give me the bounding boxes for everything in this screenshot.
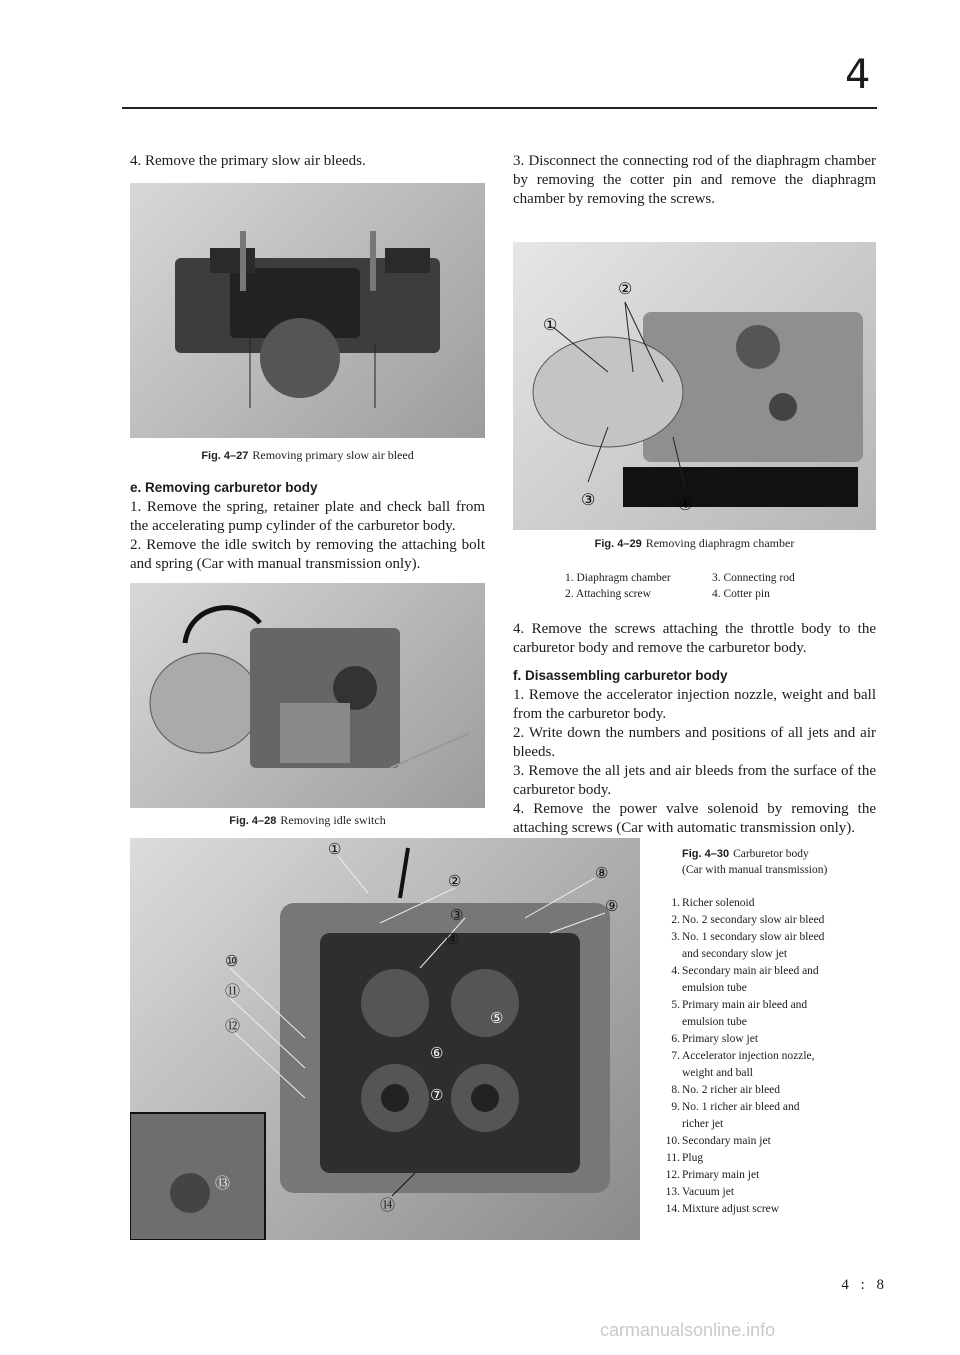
legend-text: weight and ball	[682, 1067, 753, 1079]
callout-1: ①	[543, 317, 558, 334]
callout-7: ⑦	[430, 1087, 444, 1104]
callout-4: ④	[446, 931, 460, 948]
page-number: 4 : 8	[841, 1277, 888, 1293]
legend-item: 3. Connecting rod	[712, 572, 795, 584]
legend-item	[660, 1133, 890, 1150]
callout-11: ⑪	[225, 983, 241, 1000]
legend-item	[660, 1167, 890, 1184]
legend-number: 1.	[671, 897, 680, 909]
legend-item	[660, 912, 890, 929]
legend-item	[660, 1116, 890, 1133]
legend-number: 3.	[671, 931, 680, 943]
legend-item	[660, 1048, 890, 1065]
figure-photo-4-28	[130, 583, 485, 808]
legend-text: emulsion tube	[682, 982, 747, 994]
legend-item	[660, 997, 890, 1014]
figure-photo-4-29	[513, 242, 876, 530]
legend-item: 2. Attaching screw	[565, 588, 651, 600]
figure-label: Fig. 4–29	[594, 538, 642, 550]
legend-text: No. 2 richer air bleed	[682, 1084, 781, 1096]
legend-item	[660, 895, 890, 912]
legend-item	[660, 1184, 890, 1201]
chapter-number: 4	[845, 52, 871, 98]
carburetor-body-illustration	[130, 838, 640, 1240]
figure-caption-4-30	[682, 846, 827, 878]
legend-item	[660, 1082, 890, 1099]
figure-caption-4-28	[130, 813, 485, 828]
legend-item	[660, 980, 890, 997]
legend-number: 11.	[666, 1152, 680, 1164]
legend-item	[660, 1014, 890, 1031]
callout-2: ②	[448, 873, 462, 890]
header-rule	[122, 107, 877, 109]
legend-number: 13.	[665, 1186, 680, 1198]
step-text: 1. Remove the accelerator injection nozzle, weight and ball from the carburetor body.	[513, 687, 876, 722]
step-text: 1. Remove the spring, retainer plate and check ball from the accelerating pump cylinder of the carburetor body.	[130, 499, 485, 534]
callout-6: ⑥	[430, 1045, 444, 1062]
callout-14: ⑭	[380, 1197, 396, 1214]
legend-number: 2.	[671, 914, 680, 926]
figure-caption-text: Removing primary slow air bleed	[252, 448, 414, 462]
figure-photo-4-30	[130, 838, 640, 1240]
callout-9: ⑨	[605, 898, 619, 915]
idle-switch-illustration	[130, 583, 485, 808]
callout-8: ⑧	[595, 865, 609, 882]
callout-5: ⑤	[490, 1010, 504, 1027]
legend-item	[660, 1201, 890, 1218]
step-text: 4. Remove the primary slow air bleeds.	[130, 153, 366, 169]
legend-text: Vacuum jet	[682, 1186, 735, 1198]
step-text: 4. Remove the screws attaching the throttle body to the carburetor body and remove the carburetor body.	[513, 621, 876, 656]
step-text: 4. Remove the power valve solenoid by removing the attaching screws (Car with automatic transmission only).	[513, 801, 876, 836]
legend-number: 14.	[665, 1203, 680, 1215]
step-text: 3. Disconnect the connecting rod of the diaphragm chamber by removing the cotter pin and remove the diaphragm chamber by removing the screws.	[513, 153, 876, 207]
figure-label: Fig. 4–28	[229, 815, 277, 827]
callout-13: ⑬	[215, 1175, 231, 1192]
legend-item	[660, 1065, 890, 1082]
legend-item	[660, 929, 890, 946]
legend-item	[660, 1099, 890, 1116]
figure-caption-4-27	[130, 448, 485, 463]
step-text: 2. Write down the numbers and positions of all jets and air bleeds.	[513, 725, 876, 760]
diaphragm-chamber-illustration	[513, 242, 876, 530]
legend-text: Plug	[682, 1152, 704, 1164]
legend-text: emulsion tube	[682, 1016, 747, 1028]
figure-label: Fig. 4–27	[201, 450, 249, 462]
carburetor-top-illustration	[130, 183, 485, 438]
legend-item	[660, 963, 890, 980]
legend-text: Secondary main jet	[682, 1135, 771, 1147]
figure-label: Fig. 4–30	[682, 848, 730, 860]
figure-caption-subtext: (Car with manual transmission)	[682, 864, 828, 876]
figure-legend-4-30	[660, 895, 890, 1218]
legend-text: Primary main air bleed and	[682, 999, 808, 1011]
legend-item	[660, 1031, 890, 1048]
legend-text: richer jet	[682, 1118, 724, 1130]
legend-number: 12.	[665, 1169, 680, 1181]
figure-caption-4-29	[513, 536, 876, 551]
section-heading-f: f. Disassembling carburetor body	[513, 668, 728, 683]
legend-item	[660, 946, 890, 963]
legend-number: 7.	[671, 1050, 680, 1062]
legend-text: No. 2 secondary slow air bleed	[682, 914, 825, 926]
watermark: carmanualsonline.info	[600, 1320, 776, 1340]
callout-10: ⑩	[225, 953, 239, 970]
section-heading-e: e. Removing carburetor body	[130, 480, 318, 495]
legend-text: Primary main jet	[682, 1169, 760, 1181]
legend-text: Mixture adjust screw	[682, 1203, 780, 1215]
figure-caption-text: Removing idle switch	[280, 813, 386, 827]
step-text: 2. Remove the idle switch by removing the attaching bolt and spring (Car with manual transmission only).	[130, 537, 485, 572]
callout-3: ③	[581, 492, 596, 509]
legend-number: 6.	[671, 1033, 680, 1045]
legend-item: 1. Diaphragm chamber	[565, 572, 671, 584]
figure-caption-text: Carburetor body	[733, 848, 809, 860]
legend-number: 8.	[671, 1084, 680, 1096]
legend-text: Accelerator injection nozzle,	[682, 1050, 815, 1062]
legend-number: 5.	[671, 999, 680, 1011]
callout-4: ④	[678, 497, 693, 514]
legend-text: Richer solenoid	[682, 897, 755, 909]
legend-text: No. 1 richer air bleed and	[682, 1101, 800, 1113]
figure-caption-text: Removing diaphragm chamber	[645, 536, 795, 550]
legend-number: 9.	[671, 1101, 680, 1113]
callout-1: ①	[328, 841, 342, 858]
legend-item: 4. Cotter pin	[712, 588, 770, 600]
legend-text: and secondary slow jet	[682, 948, 788, 960]
legend-number: 10.	[665, 1135, 680, 1147]
legend-text: Secondary main air bleed and	[682, 965, 819, 977]
step-text: 3. Remove the all jets and air bleeds from the surface of the carburetor body.	[513, 763, 876, 798]
callout-2: ②	[618, 281, 633, 298]
figure-photo-4-27	[130, 183, 485, 438]
callout-3: ③	[450, 907, 464, 924]
legend-item	[660, 1150, 890, 1167]
legend-text: No. 1 secondary slow air bleed	[682, 931, 825, 943]
legend-number: 4.	[671, 965, 680, 977]
legend-text: Primary slow jet	[682, 1033, 759, 1045]
callout-12: ⑫	[225, 1018, 241, 1035]
